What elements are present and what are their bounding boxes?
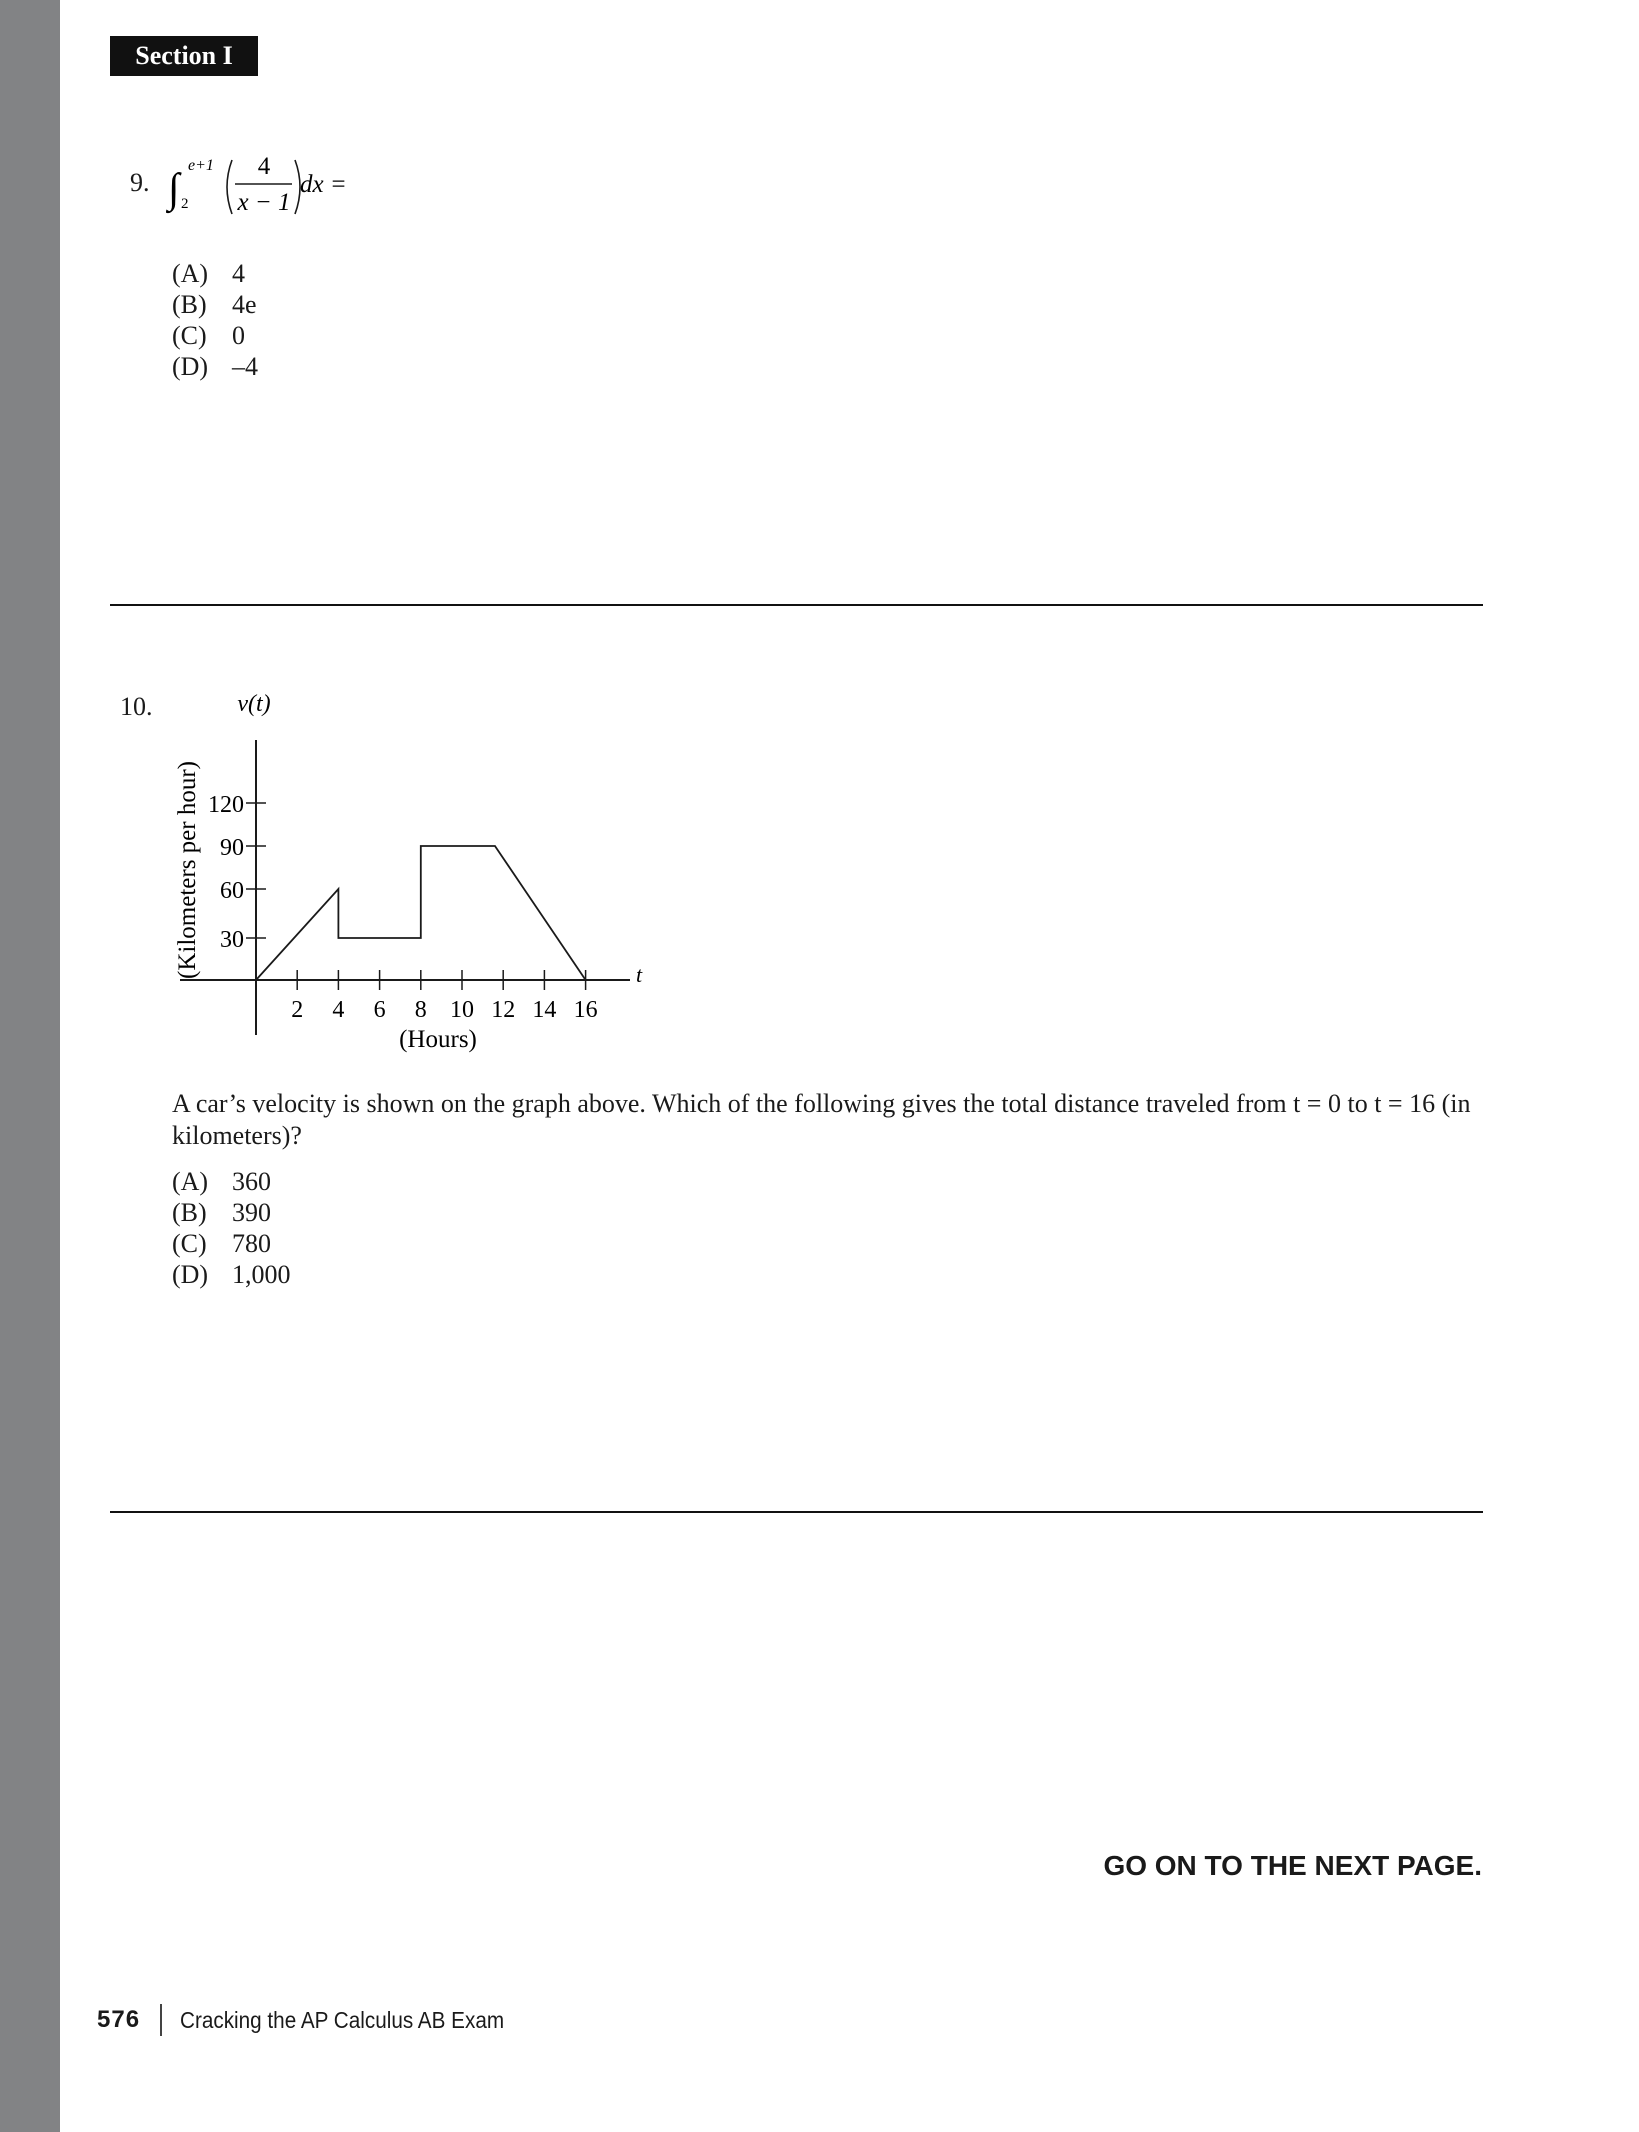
chart-ticks bbox=[208, 792, 598, 1023]
y-tick-label: 60 bbox=[220, 878, 244, 904]
option-d[interactable] bbox=[172, 351, 258, 382]
chart-title: v(t) bbox=[237, 691, 271, 717]
x-tick-label: 16 bbox=[573, 997, 598, 1023]
option-value: 0 bbox=[232, 321, 245, 350]
x-tick-label: 8 bbox=[414, 997, 427, 1023]
option-c[interactable] bbox=[172, 320, 258, 351]
question-9-integral bbox=[166, 152, 366, 222]
question-10-number: 10. bbox=[120, 692, 153, 721]
x-tick-label: 4 bbox=[332, 997, 345, 1023]
integral-lower-limit: 2 bbox=[181, 196, 189, 212]
x-tick-label: 2 bbox=[291, 997, 304, 1023]
option-c[interactable] bbox=[172, 1228, 291, 1259]
integral-sign: ∫ bbox=[168, 166, 180, 212]
x-tick-label: 6 bbox=[373, 997, 386, 1023]
y-tick-label: 30 bbox=[220, 927, 244, 953]
option-value: 780 bbox=[232, 1229, 271, 1258]
y-tick-label: 90 bbox=[220, 835, 244, 861]
section-label: Section I bbox=[110, 36, 258, 76]
page-number: 576 bbox=[97, 2006, 141, 2033]
x-tick-label: 14 bbox=[532, 997, 557, 1023]
y-tick-label: 120 bbox=[208, 792, 244, 818]
option-letter: (A) bbox=[172, 1167, 209, 1196]
fraction-denominator: x − 1 bbox=[237, 189, 291, 216]
question-10-prompt: A car’s velocity is shown on the graph above. Which of the following gives the total distance traveled from t = 0 to t = 16 (in kilometers)? bbox=[172, 1089, 1471, 1150]
option-value: 390 bbox=[232, 1198, 271, 1227]
option-value: 1,000 bbox=[232, 1260, 291, 1289]
option-letter: (D) bbox=[172, 352, 209, 381]
question-10-options bbox=[172, 1166, 291, 1290]
option-letter: (B) bbox=[172, 1198, 207, 1227]
divider-rule-2 bbox=[110, 1511, 1483, 1513]
velocity-line bbox=[256, 846, 586, 980]
option-a[interactable] bbox=[172, 1166, 291, 1197]
chart-series bbox=[256, 846, 586, 980]
option-value: 360 bbox=[232, 1167, 271, 1196]
differential-equals: dx = bbox=[300, 171, 347, 198]
option-b[interactable] bbox=[172, 289, 258, 320]
x-tick-label: 10 bbox=[450, 997, 474, 1023]
option-b[interactable] bbox=[172, 1197, 291, 1228]
option-letter: (B) bbox=[172, 290, 207, 319]
option-value: 4e bbox=[232, 290, 257, 319]
option-letter: (A) bbox=[172, 259, 209, 288]
chart-axes bbox=[180, 740, 630, 1035]
page-footer bbox=[97, 2003, 540, 2037]
option-letter: (C) bbox=[172, 1229, 207, 1258]
velocity-graph bbox=[160, 690, 660, 1060]
option-letter: (D) bbox=[172, 1260, 209, 1289]
option-a[interactable] bbox=[172, 258, 258, 289]
option-letter: (C) bbox=[172, 321, 207, 350]
left-paren bbox=[227, 160, 232, 214]
integral-upper-limit: e+1 bbox=[188, 157, 214, 174]
next-page-label: GO ON TO THE NEXT PAGE. bbox=[1103, 1850, 1482, 1881]
question-9-number: 9. bbox=[130, 168, 150, 197]
fraction-numerator: 4 bbox=[257, 153, 271, 180]
option-value: –4 bbox=[232, 352, 258, 381]
chart-xlabel: (Hours) bbox=[399, 1026, 477, 1053]
divider-rule-1 bbox=[110, 604, 1483, 606]
question-9-options bbox=[172, 258, 258, 382]
chart-x-variable: t bbox=[636, 962, 643, 987]
book-title: Cracking the AP Calculus AB Exam bbox=[180, 2006, 505, 2033]
chart-ylabel: (Kilometers per hour) bbox=[174, 761, 201, 979]
option-d[interactable] bbox=[172, 1259, 291, 1290]
page-gutter bbox=[0, 0, 60, 2132]
footer-separator bbox=[160, 2004, 162, 2036]
x-tick-label: 12 bbox=[491, 997, 516, 1023]
option-value: 4 bbox=[232, 259, 245, 288]
question-10-text bbox=[172, 1088, 1482, 1152]
